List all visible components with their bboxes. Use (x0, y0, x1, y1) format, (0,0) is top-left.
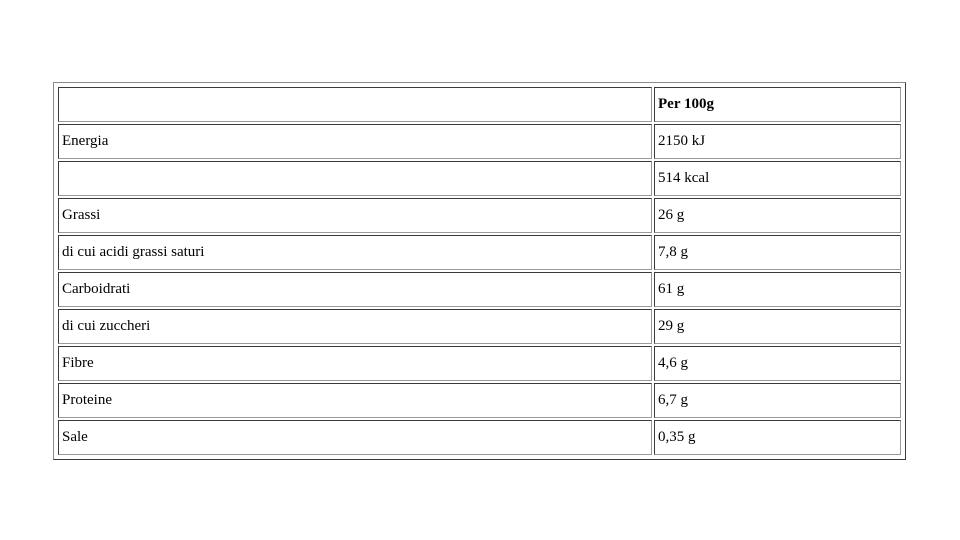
table-row (58, 309, 901, 344)
table-row (58, 272, 901, 307)
nutrient-name-cell (58, 161, 652, 196)
nutrient-name-cell: di cui zuccheri (58, 309, 652, 344)
nutrient-value-cell: 29 g (654, 309, 901, 344)
table-row (58, 124, 901, 159)
header-cell-nutrient (58, 87, 652, 122)
nutrient-value-cell: 26 g (654, 198, 901, 233)
nutrient-name-cell: di cui acidi grassi saturi (58, 235, 652, 270)
table-row (58, 346, 901, 381)
table-header-row (58, 87, 901, 122)
nutrient-value-cell: 6,7 g (654, 383, 901, 418)
nutrient-value-cell: 7,8 g (654, 235, 901, 270)
nutrient-value-cell: 514 kcal (654, 161, 901, 196)
nutrient-name-cell: Carboidrati (58, 272, 652, 307)
table-row (58, 420, 901, 455)
nutrient-value-cell: 2150 kJ (654, 124, 901, 159)
nutrition-table-grid (56, 85, 903, 457)
table-row (58, 198, 901, 233)
nutrient-name-cell: Grassi (58, 198, 652, 233)
nutrient-name-cell: Proteine (58, 383, 652, 418)
nutrient-value-cell: 4,6 g (654, 346, 901, 381)
header-cell-per-100g: Per 100g (654, 87, 901, 122)
nutrient-name-cell: Fibre (58, 346, 652, 381)
nutrient-name-cell: Sale (58, 420, 652, 455)
nutrient-value-cell: 61 g (654, 272, 901, 307)
table-row (58, 161, 901, 196)
nutrient-name-cell: Energia (58, 124, 652, 159)
nutrient-value-cell: 0,35 g (654, 420, 901, 455)
nutrition-table (53, 82, 906, 460)
table-row (58, 235, 901, 270)
table-row (58, 383, 901, 418)
